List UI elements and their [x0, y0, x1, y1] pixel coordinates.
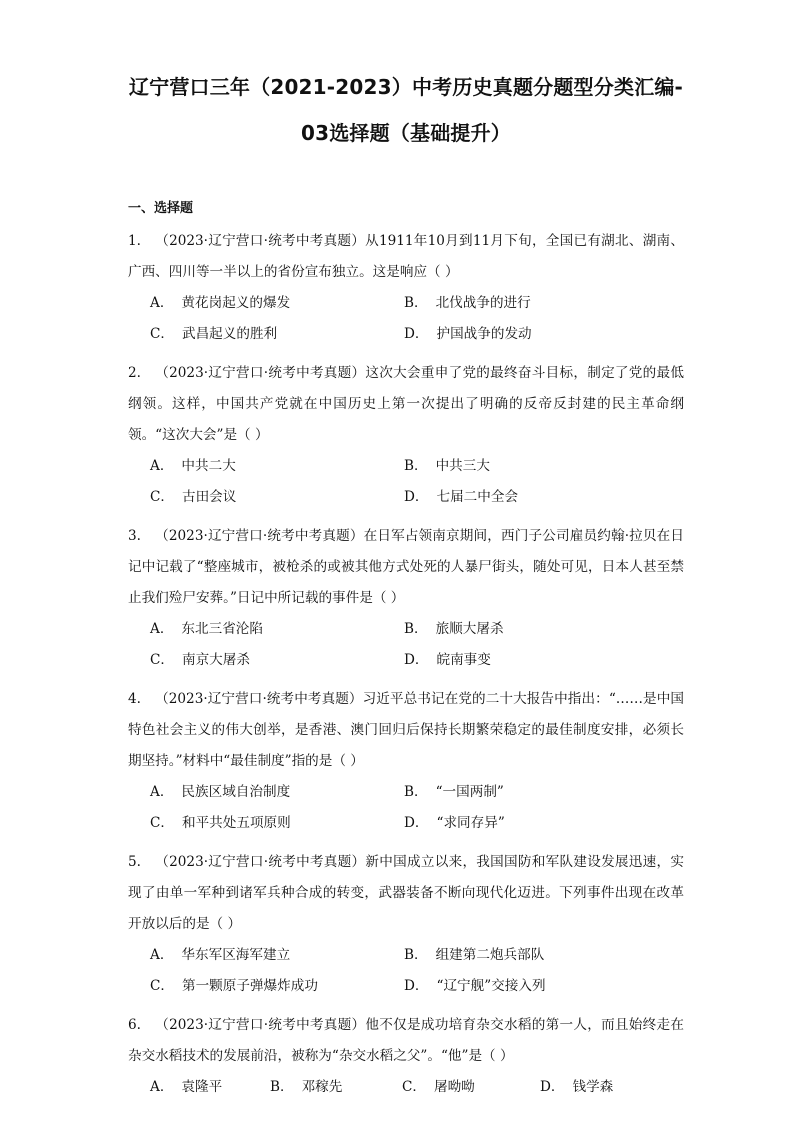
- question-text: （2023·辽宁营口·统考中考真题）在日军占领南京期间，西门子公司雇员约翰·拉贝在日记中记载了“整座城市，被枪杀的或被其他方式处死的人暴尸街头，随处可见，日本人甚至禁止我们殓尸安葬。”日记中所记载的事件是（ ）: [128, 528, 684, 606]
- options: [128, 614, 684, 676]
- option-c: C． 屠呦呦: [402, 1079, 475, 1095]
- question-stem: [128, 521, 684, 614]
- option-c: C． 和平共处五项原则: [150, 815, 291, 831]
- option-a: A． 东北三省沦陷: [150, 621, 263, 637]
- question-text: （2023·辽宁营口·统考中考真题）习近平总书记在党的二十大报告中指出：“……是中国特色社会主义的伟大创举，是香港、澳门回归后保持长期繁荣稳定的最佳制度安排，必须长期坚持。”材料中“最佳制度”指的是（ ）: [128, 691, 684, 769]
- option-c: C． 南京大屠杀: [150, 652, 250, 668]
- question-stem: [128, 1010, 684, 1072]
- option-b: B． 旅顺大屠杀: [404, 621, 504, 637]
- question-stem: [128, 358, 684, 451]
- question-6: [128, 1010, 684, 1103]
- option-c: C． 武昌起义的胜利: [150, 326, 278, 342]
- option-a: A． 中共二大: [150, 458, 236, 474]
- section-heading: 一、选择题: [128, 201, 194, 216]
- option-a: A． 黄花岗起义的爆发: [150, 295, 291, 311]
- options: [128, 1072, 684, 1103]
- option-b: B． 中共三大: [404, 458, 490, 474]
- options: [128, 451, 684, 513]
- question-stem: [128, 847, 684, 940]
- question-number: 4.: [128, 691, 141, 707]
- option-a: A． 民族区域自治制度: [150, 784, 291, 800]
- question-number: 1.: [128, 233, 141, 249]
- option-b: B． “一国两制”: [404, 784, 504, 800]
- question-2: [128, 358, 684, 513]
- document-title: [128, 0, 684, 156]
- question-1: [128, 226, 684, 350]
- option-d: D． “辽宁舰”交接入列: [404, 978, 546, 994]
- question-text: （2023·辽宁营口·统考中考真题）他不仅是成功培育杂交水稻的第一人，而且始终走在杂交水稻技术的发展前沿，被称为“杂交水稻之父”。“他”是（ ）: [128, 1017, 684, 1064]
- options: [128, 777, 684, 839]
- question-stem: [128, 684, 684, 777]
- question-text: （2023·辽宁营口·统考中考真题）从1911年10月到11月下旬，全国已有湖北、湖南、广西、四川等一半以上的省份宣布独立。这是响应（ ）: [128, 233, 684, 280]
- question-5: [128, 847, 684, 1002]
- options: [128, 288, 684, 350]
- option-c: C． 第一颗原子弹爆炸成功: [150, 978, 318, 994]
- question-number: 5.: [128, 854, 141, 870]
- option-d: D． 七届二中全会: [404, 489, 519, 505]
- question-number: 3.: [128, 528, 141, 544]
- question-number: 6.: [128, 1017, 141, 1033]
- question-text: （2023·辽宁营口·统考中考真题）新中国成立以来，我国国防和军队建设发展迅速，实现了由单一军种到诸军兵种合成的转变，武器装备不断向现代化迈进。下列事件出现在改革开放以后的是（ ）: [128, 854, 684, 932]
- option-b: B． 北伐战争的进行: [404, 295, 531, 311]
- option-b: B． 邓稼先: [270, 1079, 343, 1095]
- title-line-2: 03选择题（基础提升）: [300, 121, 512, 145]
- options: [128, 940, 684, 1002]
- option-b: B． 组建第二炮兵部队: [404, 947, 545, 963]
- option-d: D． 护国战争的发动: [404, 326, 532, 342]
- question-stem: [128, 226, 684, 288]
- option-a: A． 袁隆平: [150, 1079, 223, 1095]
- option-d: D． 钱学森: [540, 1079, 614, 1095]
- option-c: C． 古田会议: [150, 489, 237, 505]
- question-3: [128, 521, 684, 676]
- title-line-1: 辽宁营口三年（2021-2023）中考历史真题分题型分类汇编-: [128, 75, 684, 99]
- option-d: D． “求同存异”: [404, 815, 505, 831]
- question-number: 2.: [128, 365, 141, 381]
- question-4: [128, 684, 684, 839]
- question-text: （2023·辽宁营口·统考中考真题）这次大会重申了党的最终奋斗目标，制定了党的最低纲领。这样，中国共产党就在中国历史上第一次提出了明确的反帝反封建的民主革命纲领。“这次大会”是（ ）: [128, 365, 684, 443]
- option-a: A． 华东军区海军建立: [150, 947, 291, 963]
- option-d: D． 皖南事变: [404, 652, 491, 668]
